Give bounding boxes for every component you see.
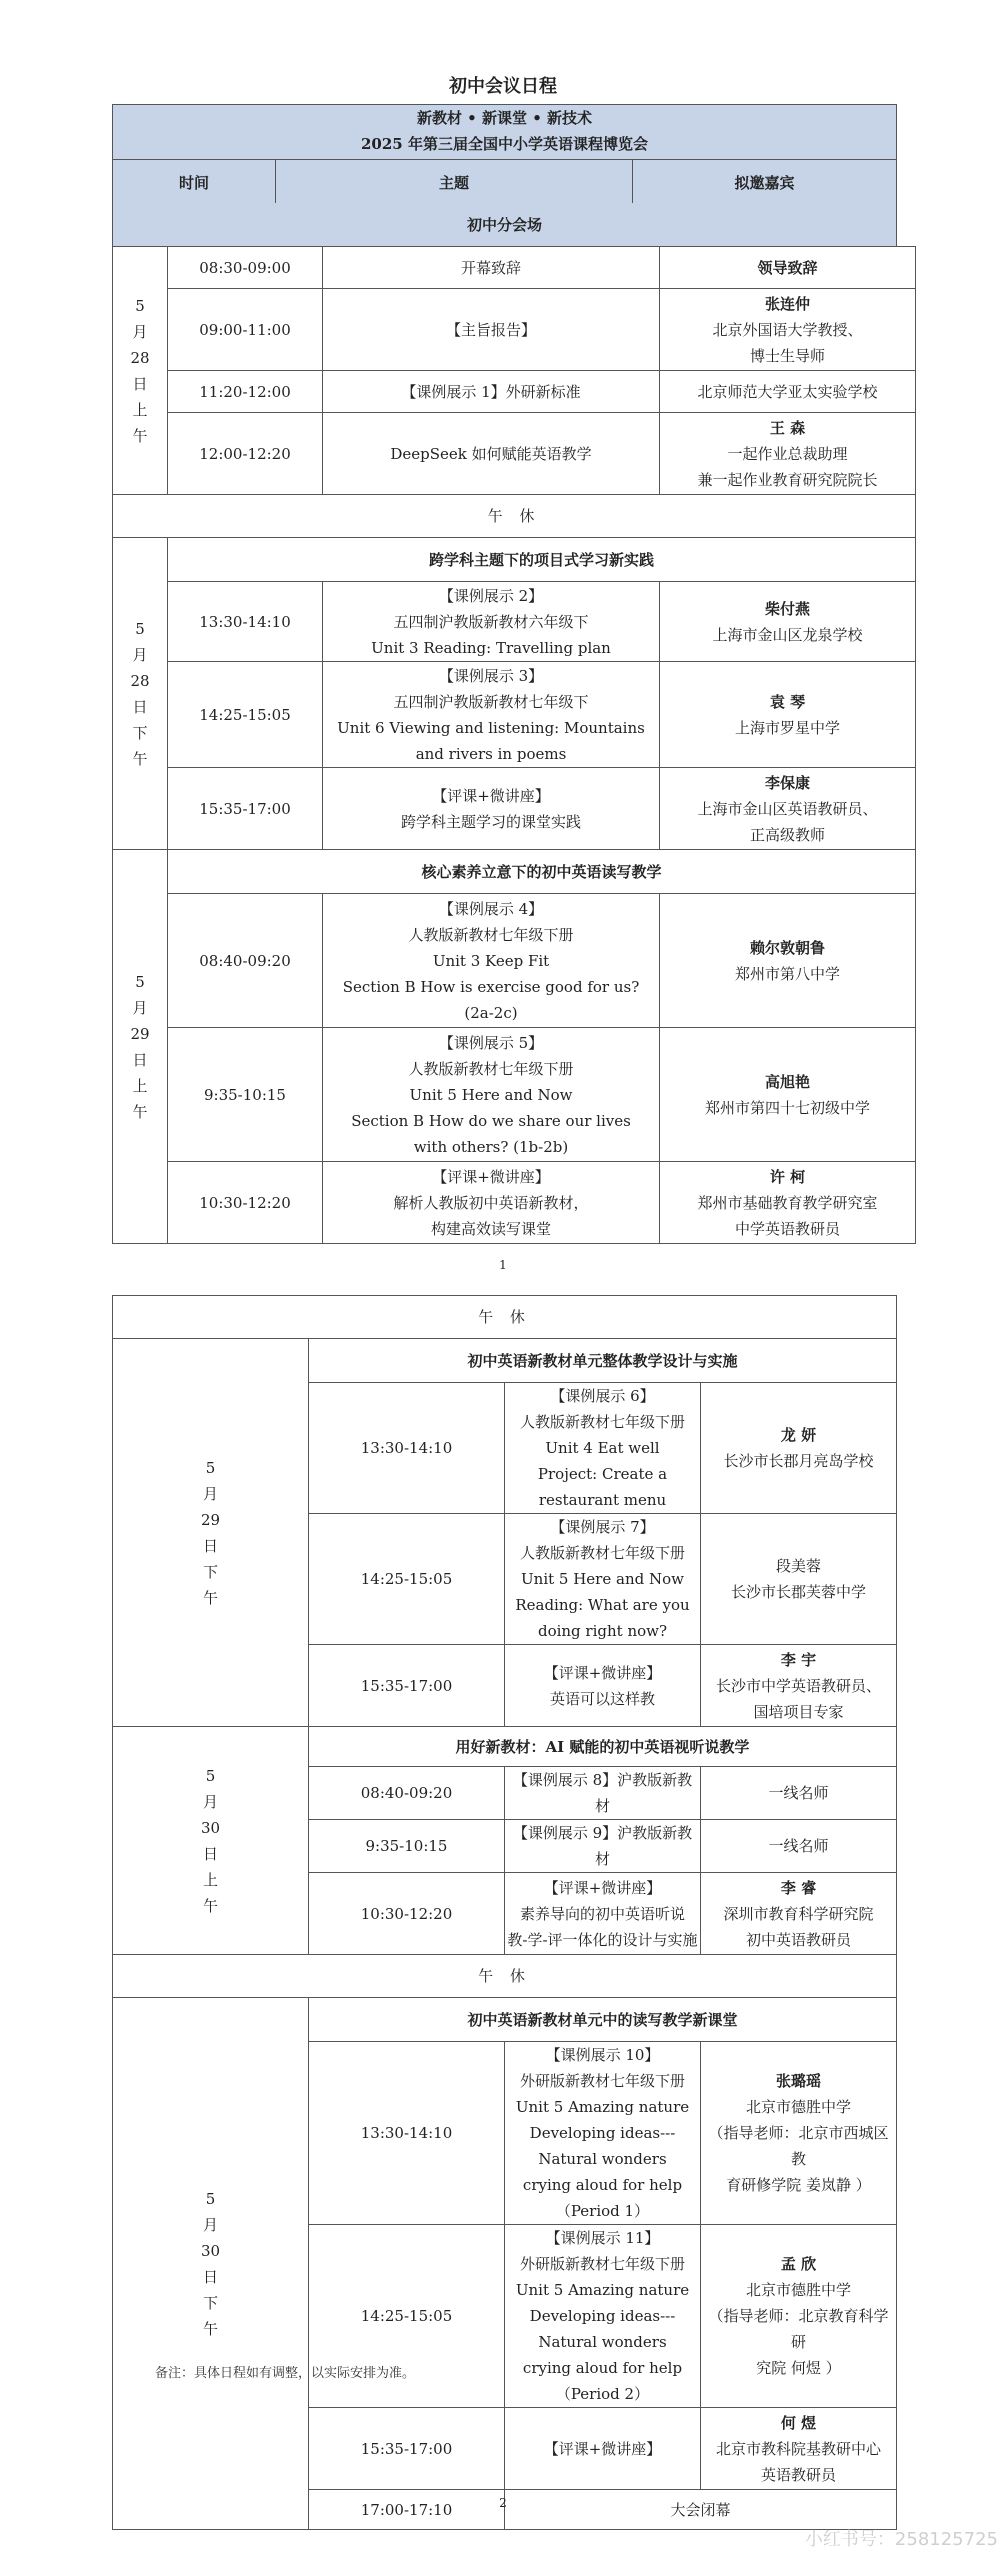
session-guest: 李 睿 深圳市教育科学研究院 初中英语教研员 <box>701 1873 897 1955</box>
session-guest: 李 宇 长沙市中学英语教研员、 国培项目专家 <box>701 1645 897 1727</box>
page-number: 2 <box>499 2496 507 2510</box>
session-time: 10:30-12:20 <box>168 1162 323 1244</box>
schedule-table-page1 <box>112 246 916 1244</box>
lunch-break: 午 休 <box>113 1955 897 1998</box>
date-may29-afternoon: 5 月 29 日 下 午 <box>113 1339 309 1727</box>
session-topic: 【评课+微讲座】 素养导向的初中英语听说 教-学-评一体化的设计与实施 <box>505 1873 701 1955</box>
session-guest: 柴付燕 上海市金山区龙泉学校 <box>660 582 916 662</box>
session-time: 9:35-10:15 <box>309 1820 505 1873</box>
lunch-break: 午 休 <box>113 1296 897 1339</box>
session-guest: 张璐瑶 北京市德胜中学 （指导老师：北京市西城区教 育研修学院 姜岚静 ） <box>701 2042 897 2225</box>
session-time: 08:30-09:00 <box>168 247 323 289</box>
session-time: 14:25-15:05 <box>168 662 323 768</box>
date-may28-afternoon: 5 月 28 日 下 午 <box>113 538 168 850</box>
session-time: 13:30-14:10 <box>168 582 323 662</box>
session-time: 9:35-10:15 <box>168 1028 323 1162</box>
session-guest: 赖尔敦朝鲁 郑州市第八中学 <box>660 894 916 1028</box>
session-guest: 领导致辞 <box>660 247 916 289</box>
session-topic: 【课例展示 11】 外研版新教材七年级下册 Unit 5 Amazing nature Developing ideas---Natural wonders crying aloud for help（Period 2） <box>505 2225 701 2408</box>
session-topic: 【课例展示 9】沪教版新教材 <box>505 1820 701 1873</box>
session-topic: 【评课+微讲座】 <box>505 2408 701 2490</box>
column-header-time: 时间 <box>113 160 276 206</box>
session-time: 13:30-14:10 <box>309 1383 505 1514</box>
session-topic: 【评课+微讲座】 解析人教版初中英语新教材， 构建高效读写课堂 <box>323 1162 660 1244</box>
session-topic: 【课例展示 8】沪教版新教材 <box>505 1767 701 1820</box>
session-guest: 一线名师 <box>701 1767 897 1820</box>
session-topic: 【课例展示 5】 人教版新教材七年级下册 Unit 5 Here and Now Section B How do we share our lives with others? (1b-2b) <box>323 1028 660 1162</box>
session-topic: 【课例展示 3】 五四制沪教版新教材七年级下 Unit 6 Viewing and listening: Mountains and rivers in poems <box>323 662 660 768</box>
session-time: 09:00-11:00 <box>168 289 323 371</box>
closing-ceremony: 大会闭幕 <box>505 2490 897 2530</box>
session-time: 11:20-12:00 <box>168 371 323 413</box>
session-topic: DeepSeek 如何赋能英语教学 <box>323 413 660 495</box>
column-header-guest: 拟邀嘉宾 <box>734 174 795 192</box>
date-may29-morning: 5 月 29 日 上 午 <box>113 850 168 1244</box>
session-time: 15:35-17:00 <box>309 1645 505 1727</box>
header-slogan: 新教材 • 新课堂 • 新技术 <box>416 109 593 127</box>
track-theme: 初中英语新教材单元整体教学设计与实施 <box>309 1339 897 1383</box>
track-theme: 跨学科主题下的项目式学习新实践 <box>168 538 916 582</box>
session-time: 08:40-09:20 <box>309 1767 505 1820</box>
session-guest: 孟 欣 北京市德胜中学 （指导老师：北京教育科学研 究院 何煜 ） <box>701 2225 897 2408</box>
track-theme: 核心素养立意下的初中英语读写教学 <box>168 850 916 894</box>
conference-header <box>112 104 897 204</box>
lunch-break: 午 休 <box>113 495 916 538</box>
page-number: 1 <box>499 1258 507 1272</box>
session-topic: 开幕致辞 <box>323 247 660 289</box>
date-may28-morning: 5 月 28 日 上 午 <box>113 247 168 495</box>
session-topic: 【评课+微讲座】 跨学科主题学习的课堂实践 <box>323 768 660 850</box>
session-guest: 张连仲 北京外国语大学教授、 博士生导师 <box>660 289 916 371</box>
venue-title: 初中分会场 <box>112 203 897 247</box>
session-topic: 【课例展示 10】 外研版新教材七年级下册 Unit 5 Amazing nature Developing ideas---Natural wonders crying aloud for help（Period 1） <box>505 2042 701 2225</box>
session-guest: 一线名师 <box>701 1820 897 1873</box>
session-time: 17:00-17:10 <box>309 2490 505 2530</box>
session-guest: 北京师范大学亚太实验学校 <box>660 371 916 413</box>
session-time: 14:25-15:05 <box>309 2225 505 2408</box>
document-title: 初中会议日程 <box>449 76 557 96</box>
session-guest: 段美蓉 长沙市长郡芙蓉中学 <box>701 1514 897 1645</box>
session-topic: 【课例展示 6】 人教版新教材七年级下册 Unit 4 Eat well Project: Create a restaurant menu <box>505 1383 701 1514</box>
session-guest: 袁 琴 上海市罗星中学 <box>660 662 916 768</box>
date-may30-morning: 5 月 30 日 上 午 <box>113 1727 309 1955</box>
session-topic: 【课例展示 4】 人教版新教材七年级下册 Unit 3 Keep Fit Section B How is exercise good for us? (2a-2c) <box>323 894 660 1028</box>
schedule-table-page2 <box>112 1295 897 2530</box>
session-topic: 【主旨报告】 <box>323 289 660 371</box>
track-theme: 用好新教材：AI 赋能的初中英语视听说教学 <box>309 1727 897 1767</box>
track-theme: 初中英语新教材单元中的读写教学新课堂 <box>309 1998 897 2042</box>
session-guest: 高旭艳 郑州市第四十七初级中学 <box>660 1028 916 1162</box>
session-time: 15:35-17:00 <box>309 2408 505 2490</box>
session-topic: 【课例展示 1】外研新标准 <box>323 371 660 413</box>
schedule-note: 备注：具体日程如有调整，以实际安排为准。 <box>155 2366 416 2381</box>
session-topic: 【评课+微讲座】 英语可以这样教 <box>505 1645 701 1727</box>
session-guest: 李保康 上海市金山区英语教研员、 正高级教师 <box>660 768 916 850</box>
session-guest: 许 柯 郑州市基础教育教学研究室 中学英语教研员 <box>660 1162 916 1244</box>
session-guest: 王 森 一起作业总裁助理 兼一起作业教育研究院院长 <box>660 413 916 495</box>
session-guest: 何 煜 北京市教科院基教研中心 英语教研员 <box>701 2408 897 2490</box>
header-conference-name: 2025 年第三届全国中小学英语课程博览会 <box>113 131 896 160</box>
session-topic: 【课例展示 7】 人教版新教材七年级下册 Unit 5 Here and Now Reading: What are you doing right now? <box>505 1514 701 1645</box>
session-time: 15:35-17:00 <box>168 768 323 850</box>
session-guest: 龙 妍 长沙市长郡月亮岛学校 <box>701 1383 897 1514</box>
session-time: 08:40-09:20 <box>168 894 323 1028</box>
session-time: 14:25-15:05 <box>309 1514 505 1645</box>
session-time: 13:30-14:10 <box>309 2042 505 2225</box>
session-time: 12:00-12:20 <box>168 413 323 495</box>
date-may30-afternoon: 5 月 30 日 下 午 <box>113 1998 309 2530</box>
session-time: 10:30-12:20 <box>309 1873 505 1955</box>
column-header-topic: 主题 <box>276 160 633 206</box>
session-topic: 【课例展示 2】 五四制沪教版新教材六年级下 Unit 3 Reading: Travelling plan <box>323 582 660 662</box>
watermark: 小红书号：258125725 <box>804 2529 998 2550</box>
